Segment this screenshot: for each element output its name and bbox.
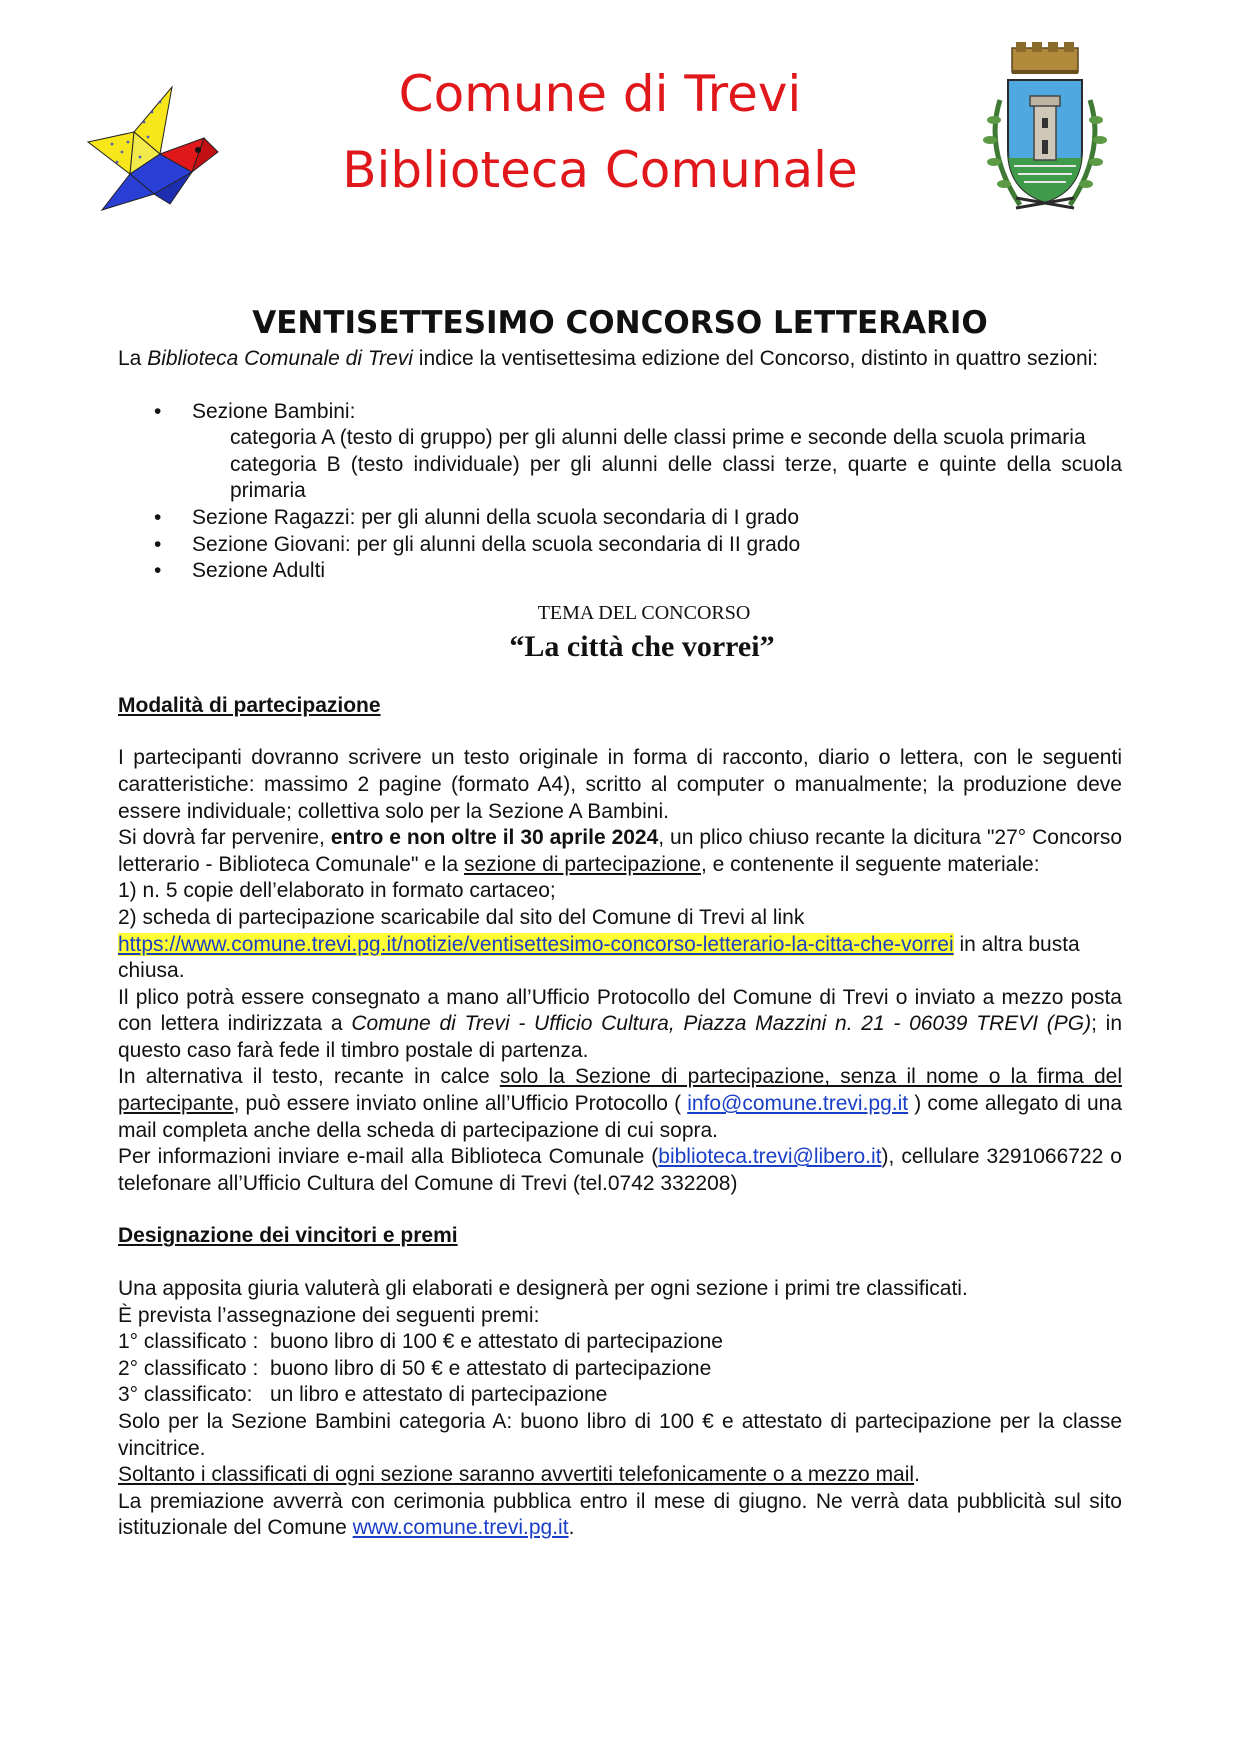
section-giovani: Sezione Giovani: per gli alunni della scuola secondaria di II grado [192,532,801,556]
header-municipality: Comune di Trevi [398,65,802,123]
list-item [118,558,1122,585]
award-text: La premiazione avverrà con cerimonia pubblica entro il mese di giugno. Ne verrà data pubblicità sul sito istituzionale del Comune [118,1489,1122,1540]
postal-address: Comune di Trevi - Ufficio Cultura, Piazza Mazzini n. 21 - 06039 TREVI (PG) [351,1012,1092,1036]
website-link[interactable]: www.comune.trevi.pg.it [352,1516,569,1540]
theme-block [118,599,1122,667]
link-line [118,932,1122,959]
notice-underline: Soltanto i classificati di ogni sezione saranno avvertiti telefonicamente o a mezzo mail [118,1463,915,1487]
page-title: VENTISETTESIMO CONCORSO LETTERARIO [252,305,988,341]
coat-of-arms-emblem-icon [970,40,1120,220]
section-adulti: Sezione Adulti [192,559,326,583]
p4-underline: solo la Sezione di partecipazione, senza il nome o la firma del partecipante [118,1065,1122,1116]
p3-text-a: Il plico potrà essere consegnato a mano all’Ufficio Protocollo del Comune di Trevi o inviato a mezzo posta con lettera indirizzata a [118,985,1122,1036]
premi-line-6: Solo per la Sezione Bambini categoria A: buono libro di 100 € e attestato di partecipazione per la classe vincitrice. [118,1410,1122,1460]
p5-text-b: ), cellulare 3291066722 o telefonare all’Ufficio Cultura del Comune di Trevi (tel.0742 332208) [118,1145,1122,1195]
p2-text-c: , e contenente il seguente materiale: [700,852,1040,876]
link-after-line: chiusa. [118,959,185,983]
bullet-icon: • [154,559,162,583]
prize-first: 1° classificato : buono libro di 100 € e attestato di partecipazione [118,1330,723,1354]
intro-paragraph [118,346,1122,373]
premi-line-2: È prevista l’assegnazione dei seguenti premi: [118,1303,540,1327]
header-library: Biblioteca Comunale [342,141,858,199]
p2-underline: sezione di partecipazione [463,852,701,876]
list-item [118,505,1122,532]
document-body [118,346,1122,1542]
premi-heading: Designazione dei vincitori e premi [118,1224,458,1248]
prize-second: 2° classificato : buono libro di 50 € e attestato di partecipazione [118,1356,712,1380]
intro-before: La [118,347,148,370]
p5-text-a: Per informazioni inviare e-mail alla Biblioteca Comunale ( [118,1145,659,1169]
theme-label: TEMA DEL CONCORSO [537,601,751,624]
material-item-2: 2) scheda di partecipazione scaricabile dal sito del Comune di Trevi al link [118,905,805,929]
list-item [118,532,1122,559]
premi-line-7 [118,1462,1122,1489]
sub-categories [192,425,1122,505]
modalita-paragraph-1: I partecipanti dovranno scrivere un testo originale in forma di racconto, diario o lettera, con le seguenti caratteristiche: massimo 2 pagine (formato A4), scritto al computer o manualmente; la produzione deve essere individuale; collettiva solo per la Sezione A Bambini. [118,746,1122,823]
intro-italic: Biblioteca Comunale di Trevi [147,347,413,370]
p2-text-a: Si dovrà far pervenire, [118,826,331,850]
deadline-text: entro e non oltre il 30 aprile 2024 [330,826,659,850]
modalita-paragraph-3 [118,985,1122,1065]
theme-title: “La città che vorrei” [509,629,775,663]
material-item-1: 1) n. 5 copie dell’elaborato in formato cartaceo; [118,879,556,903]
p4-text-a: In alternativa il testo, recante in calce [118,1065,500,1089]
p3-text-b: ; in questo caso farà fede il timbro postale di partenza. [118,1012,1122,1062]
premi-line-1: Una apposita giuria valuterà gli elaborati e designerà per ogni sezione i primi tre classificati. [118,1277,968,1301]
modalita-paragraph-5 [118,1144,1122,1197]
bullet-icon: • [154,505,162,529]
link-after: in altra busta [953,932,1080,956]
modalita-paragraph-2 [118,825,1122,878]
award-end: . [568,1516,575,1540]
bullet-icon: • [154,532,162,556]
intro-after: indice la ventisettesima edizione del Concorso, distinto in quattro sezioni: [412,347,1099,370]
section-bambini: Sezione Bambini: [192,399,356,423]
prize-third: 3° classificato: un libro e attestato di partecipazione [118,1383,608,1407]
p4-text-b: , può essere inviato online all’Ufficio Protocollo ( [233,1092,688,1116]
origami-bird-logo-icon [82,82,222,212]
protocol-email-link[interactable]: info@comune.trevi.pg.it [687,1092,909,1116]
form-download-link[interactable]: https://www.comune.trevi.pg.it/notizie/ventisettesimo-concorso-letterario-la-citta-che-vorrei [118,932,954,956]
bullet-icon: • [154,399,162,423]
p2-text-b: , un plico chiuso recante la dicitura "27° Concorso letterario - Biblioteca Comunale" e la [118,826,1122,876]
library-email-link[interactable]: biblioteca.trevi@libero.it [658,1145,882,1169]
modalita-paragraph-4 [118,1064,1122,1144]
list-item [118,399,1122,505]
p4-text-c: ) come allegato di una mail completa anche della scheda di partecipazione di cui sopra. [118,1092,1122,1142]
modalita-heading: Modalità di partecipazione [118,693,381,717]
category-a: categoria A (testo di gruppo) per gli alunni delle classi prime e seconde della scuola primaria [230,426,1086,450]
notice-end: . [914,1463,920,1487]
premi-line-8 [118,1489,1122,1542]
section-ragazzi: Sezione Ragazzi: per gli alunni della scuola secondaria di I grado [192,505,800,529]
category-b: categoria B (testo individuale) per gli alunni delle classi terze, quarte e quinte della scuola primaria [230,452,1122,503]
sections-list [118,399,1122,585]
